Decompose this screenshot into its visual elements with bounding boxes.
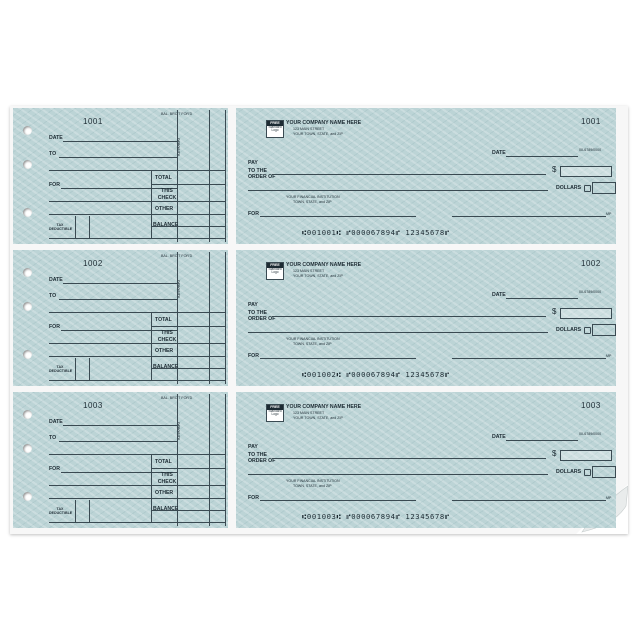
routing-fraction: 00-6789/0000 (579, 148, 602, 152)
check-number: 1002 (581, 259, 601, 268)
stub-tax-deductible-label: TAX DEDUCTIBLE (49, 365, 73, 373)
company-city: YOUR TOWN, STATE, and ZIP (293, 416, 343, 420)
to-order-label: TO THE ORDER OF (248, 168, 276, 181)
lock-icon (584, 327, 591, 334)
mp-mark: MP (606, 212, 612, 216)
check-number: 1001 (581, 117, 601, 126)
check-body (236, 108, 616, 244)
stub-deposits-label: DEPOSITS (176, 422, 180, 441)
lock-icon (584, 185, 591, 192)
micr-line: ⑆001001⑆ ⑈000067894⑈ 12345678⑈ (302, 228, 450, 237)
company-street: 123 MAIN STREET (293, 127, 325, 131)
stub-date-label: DATE (49, 277, 63, 283)
binder-hole (23, 444, 32, 453)
binder-hole (23, 302, 32, 311)
bank-city: TOWN, STATE, and ZIP (293, 342, 332, 346)
to-order-label: TO THE ORDER OF (248, 310, 276, 323)
routing-fraction: 00-6789/0000 (579, 290, 602, 294)
stub-total-label: TOTAL (155, 175, 172, 181)
check-date-label: DATE (492, 292, 506, 298)
memo-label: FOR (248, 353, 259, 359)
company-logo: FREE Standard Logo (266, 262, 284, 280)
to-order-label: TO THE ORDER OF (248, 452, 276, 465)
mp-mark: MP (606, 354, 612, 358)
company-name: YOUR COMPANY NAME HERE (286, 404, 362, 410)
binder-hole (23, 410, 32, 419)
check-body (236, 392, 616, 528)
amount-box[interactable] (560, 450, 612, 461)
stub-this-check-label: THIS CHECK (157, 188, 177, 201)
bank-name: YOUR FINANCIAL INSTITUTION (286, 479, 340, 483)
check-date-label: DATE (492, 150, 506, 156)
security-features-box (592, 466, 616, 478)
stub-balance-label: BALANCE (153, 222, 179, 228)
stub-to-label: TO (49, 151, 57, 157)
stub-check-number: 1002 (83, 259, 103, 268)
bank-name: YOUR FINANCIAL INSTITUTION (286, 337, 340, 341)
stub-check-number: 1003 (83, 401, 103, 410)
company-city: YOUR TOWN, STATE, and ZIP (293, 132, 343, 136)
check-body (236, 250, 616, 386)
check-date-label: DATE (492, 434, 506, 440)
binder-hole (23, 268, 32, 277)
stub-date-label: DATE (49, 419, 63, 425)
bank-city: TOWN, STATE, and ZIP (293, 200, 332, 204)
stub-tax-deductible-label: TAX DEDUCTIBLE (49, 223, 73, 231)
stub-other-label: OTHER (155, 490, 174, 496)
stub-for-label: FOR (49, 324, 60, 330)
dollar-sign: $ (552, 449, 557, 458)
stub-balance-label: BALANCE (153, 364, 179, 370)
check-number: 1003 (581, 401, 601, 410)
binder-hole (23, 160, 32, 169)
company-name: YOUR COMPANY NAME HERE (286, 120, 362, 126)
stub-bal-fwd-label: BAL. BRO'T FOR'D (161, 396, 193, 400)
pay-label: PAY (248, 444, 258, 450)
company-logo: FREE Standard Logo (266, 404, 284, 422)
company-name: YOUR COMPANY NAME HERE (286, 262, 362, 268)
security-features-box (592, 182, 616, 194)
stub-other-label: OTHER (155, 206, 174, 212)
stub-this-check-label: THIS CHECK (157, 330, 177, 343)
mp-mark: MP (606, 496, 612, 500)
company-street: 123 MAIN STREET (293, 411, 325, 415)
stub-for-label: FOR (49, 466, 60, 472)
bank-city: TOWN, STATE, and ZIP (293, 484, 332, 488)
binder-hole (23, 208, 32, 217)
stub-to-label: TO (49, 435, 57, 441)
dollars-label: DOLLARS (556, 185, 582, 191)
amount-box[interactable] (560, 308, 612, 319)
stub-deposits-label: DEPOSITS (176, 138, 180, 157)
dollar-sign: $ (552, 307, 557, 316)
stub-deposits-label: DEPOSITS (176, 280, 180, 299)
check-stub (13, 250, 228, 386)
company-street: 123 MAIN STREET (293, 269, 325, 273)
dollars-label: DOLLARS (556, 327, 582, 333)
dollar-sign: $ (552, 165, 557, 174)
routing-fraction: 00-6789/0000 (579, 432, 602, 436)
stub-total-label: TOTAL (155, 459, 172, 465)
stub-bal-fwd-label: BAL. BRO'T FOR'D (161, 112, 193, 116)
stub-check-number: 1001 (83, 117, 103, 126)
pay-label: PAY (248, 302, 258, 308)
memo-label: FOR (248, 495, 259, 501)
stub-date-label: DATE (49, 135, 63, 141)
binder-hole (23, 350, 32, 359)
stub-this-check-label: THIS CHECK (157, 472, 177, 485)
amount-box[interactable] (560, 166, 612, 177)
company-city: YOUR TOWN, STATE, and ZIP (293, 274, 343, 278)
binder-hole (23, 126, 32, 135)
micr-line: ⑆001003⑆ ⑈000067894⑈ 12345678⑈ (302, 512, 450, 521)
micr-line: ⑆001002⑆ ⑈000067894⑈ 12345678⑈ (302, 370, 450, 379)
check-stub (13, 108, 228, 244)
check-stub (13, 392, 228, 528)
stub-for-label: FOR (49, 182, 60, 188)
lock-icon (584, 469, 591, 476)
memo-label: FOR (248, 211, 259, 217)
stub-balance-label: BALANCE (153, 506, 179, 512)
security-features-box (592, 324, 616, 336)
stub-other-label: OTHER (155, 348, 174, 354)
stub-tax-deductible-label: TAX DEDUCTIBLE (49, 507, 73, 515)
bank-name: YOUR FINANCIAL INSTITUTION (286, 195, 340, 199)
binder-hole (23, 492, 32, 501)
pay-label: PAY (248, 160, 258, 166)
stub-to-label: TO (49, 293, 57, 299)
stub-bal-fwd-label: BAL. BRO'T FOR'D (161, 254, 193, 258)
dollars-label: DOLLARS (556, 469, 582, 475)
company-logo: FREE Standard Logo (266, 120, 284, 138)
stub-total-label: TOTAL (155, 317, 172, 323)
